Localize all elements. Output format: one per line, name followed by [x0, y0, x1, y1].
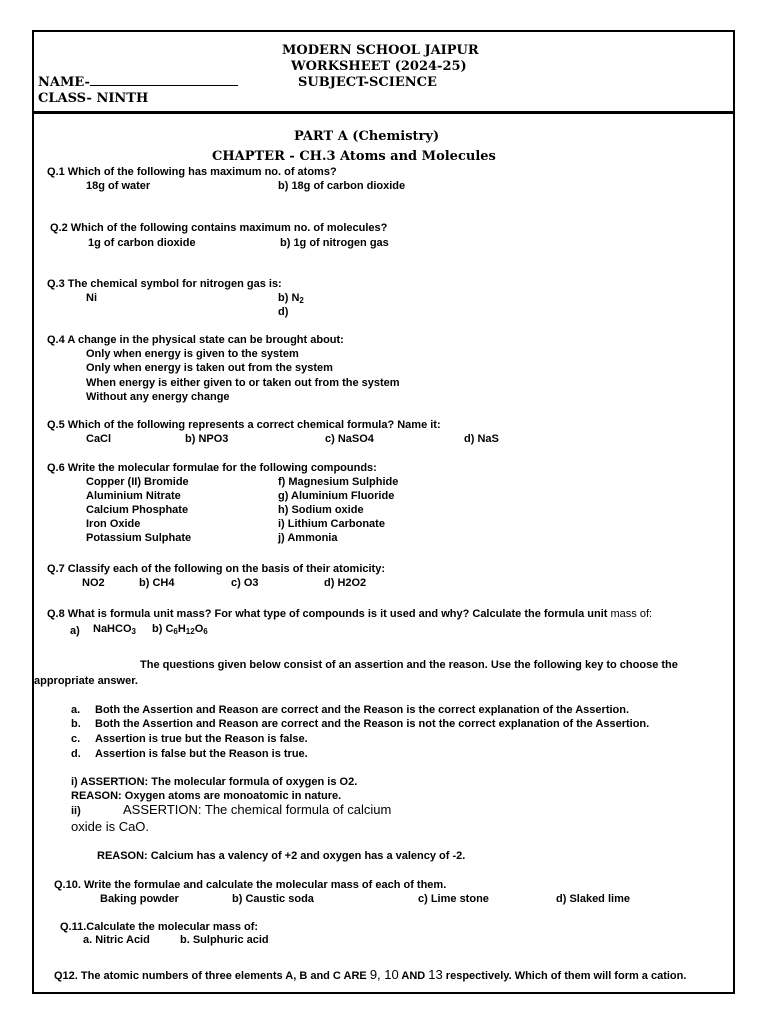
q4-option-3: When energy is either given to or taken out from the system: [86, 377, 400, 389]
q6-left-5: Potassium Sulphate: [86, 532, 192, 544]
q12-post: respectively. Which of them will form a cation.: [442, 970, 687, 982]
q8-b-text: b) C: [152, 623, 174, 635]
q5-option-a: CaCl: [86, 433, 112, 445]
key-a-mark: a.: [71, 704, 81, 716]
q1-text: Q.1 Which of the following has maximum no. of atoms?: [47, 166, 337, 178]
key-b-mark: b.: [71, 718, 81, 730]
reason-ii: REASON: Calcium has a valency of +2 and oxygen has a valency of -2.: [97, 850, 466, 862]
q10-option-c: c) Lime stone: [418, 893, 489, 905]
q6-left-2: Aluminium Nitrate: [86, 490, 181, 502]
key-d-text: Assertion is false but the Reason is true.: [95, 748, 308, 760]
q6-text: Q.6 Write the molecular formulae for the following compounds:: [47, 462, 377, 474]
q7-option-a: NO2: [82, 577, 105, 589]
subject-label: SUBJECT-SCIENCE: [298, 75, 437, 90]
q10-option-a: Baking powder: [100, 893, 179, 905]
q12-numbers-1: 9, 10: [369, 967, 399, 982]
q8-b-sub1: 6: [173, 627, 178, 636]
key-c-text: Assertion is true but the Reason is false.: [95, 733, 308, 745]
q4-option-2: Only when energy is taken out from the system: [86, 362, 333, 374]
part-title: PART A (Chemistry): [294, 129, 440, 144]
q12-text: [54, 968, 686, 983]
q6-left-3: Calcium Phosphate: [86, 504, 189, 516]
q7-text: Q.7 Classify each of the following on the basis of their atomicity:: [47, 563, 385, 575]
q10-option-b: b) Caustic soda: [232, 893, 314, 905]
q4-option-4: Without any energy change: [86, 391, 230, 403]
assertion-intro-2: appropriate answer.: [34, 675, 138, 687]
assertion-intro-1: The questions given below consist of an assertion and the reason. Use the following key to choose the: [140, 659, 678, 671]
q12-mid: AND: [398, 970, 429, 982]
q4-option-1: Only when energy is given to the system: [86, 348, 299, 360]
q8-option-b: [152, 623, 208, 638]
q12-pre: Q12. The atomic numbers of three elements A, B and C ARE: [54, 970, 370, 982]
q4-text: Q.4 A change in the physical state can be brought about:: [47, 334, 344, 346]
q8-b-o: O: [194, 623, 204, 635]
q8-a-text: NaHCO: [93, 623, 132, 635]
q8-b-sub2: 12: [185, 627, 195, 636]
q3-option-b: [278, 292, 304, 307]
q6-left-4: Iron Oxide: [86, 518, 141, 530]
q1-option-b: b) 18g of carbon dioxide: [278, 180, 406, 192]
q5-option-c: c) NaSO4: [325, 433, 374, 445]
chapter-title: CHAPTER - CH.3 Atoms and Molecules: [212, 149, 496, 164]
q11-option-b: b. Sulphuric acid: [180, 934, 269, 946]
q10-text: Q.10. Write the formulae and calculate the molecular mass of each of them.: [54, 879, 447, 891]
q2-option-b: b) 1g of nitrogen gas: [280, 237, 389, 249]
q10-option-d: d) Slaked lime: [556, 893, 630, 905]
q8-text-main: Q.8 What is formula unit mass? For what type of compounds is it used and why? Calculate the formula unit: [47, 608, 608, 620]
q3-option-b-text: b) N: [278, 292, 300, 304]
name-blank[interactable]: [90, 75, 238, 86]
q8-text-end: mass of:: [610, 608, 653, 620]
assertion-i: i) ASSERTION: The molecular formula of oxygen is O2.: [71, 776, 358, 788]
q2-text: Q.2 Which of the following contains maximum no. of molecules?: [50, 222, 388, 234]
name-label: NAME-: [38, 75, 90, 90]
name-field[interactable]: [38, 75, 238, 90]
q8-a-label: a): [70, 625, 80, 637]
key-d-mark: d.: [71, 748, 81, 760]
reason-i: REASON: Oxygen atoms are monoatomic in nature.: [71, 790, 342, 802]
assertion-ii-cont: oxide is CaO.: [71, 819, 150, 834]
q7-option-c: c) O3: [231, 577, 259, 589]
q3-option-d: d): [278, 306, 289, 318]
q8-b-sub3: 6: [203, 627, 208, 636]
key-b-text: Both the Assertion and Reason are correct and the Reason is not the correct explanation of the Assertion.: [95, 718, 650, 730]
q3-option-b-sub: 2: [299, 296, 304, 305]
q11-text: Q.11.Calculate the molecular mass of:: [60, 921, 259, 933]
q6-right-1: f) Magnesium Sulphide: [278, 476, 399, 488]
q6-right-5: j) Ammonia: [278, 532, 338, 544]
worksheet-title: WORKSHEET (2024-25): [291, 59, 467, 74]
q6-right-4: i) Lithium Carbonate: [278, 518, 385, 530]
school-name: MODERN SCHOOL JAIPUR: [282, 43, 479, 58]
assertion-ii-label: ii): [71, 805, 81, 817]
q8-option-a: [93, 623, 136, 638]
assertion-ii: ASSERTION: The chemical formula of calcium: [123, 802, 392, 817]
q2-option-a: 1g of carbon dioxide: [88, 237, 196, 249]
q8-b-h: H: [177, 623, 186, 635]
q5-option-d: d) NaS: [464, 433, 499, 445]
q12-numbers-2: 13: [428, 967, 443, 982]
key-c-mark: c.: [71, 733, 81, 745]
q7-option-d: d) H2O2: [324, 577, 367, 589]
q5-text: Q.5 Which of the following represents a correct chemical formula? Name it:: [47, 419, 441, 431]
header-divider: [34, 111, 734, 114]
q3-text: Q.3 The chemical symbol for nitrogen gas is:: [47, 278, 282, 290]
q1-option-a: 18g of water: [86, 180, 151, 192]
q6-left-1: Copper (II) Bromide: [86, 476, 189, 488]
q6-right-3: h) Sodium oxide: [278, 504, 364, 516]
q8-text: [47, 608, 652, 621]
q7-option-b: b) CH4: [139, 577, 175, 589]
q6-right-2: g) Aluminium Fluoride: [278, 490, 395, 502]
q5-option-b: b) NPO3: [185, 433, 229, 445]
q8-a-sub: 3: [131, 627, 136, 636]
q3-option-a: Ni: [86, 292, 97, 304]
q11-option-a: a. Nitric Acid: [83, 934, 150, 946]
class-label: CLASS- NINTH: [38, 91, 149, 106]
key-a-text: Both the Assertion and Reason are correct and the Reason is the correct explanation of the Assertion.: [95, 704, 630, 716]
